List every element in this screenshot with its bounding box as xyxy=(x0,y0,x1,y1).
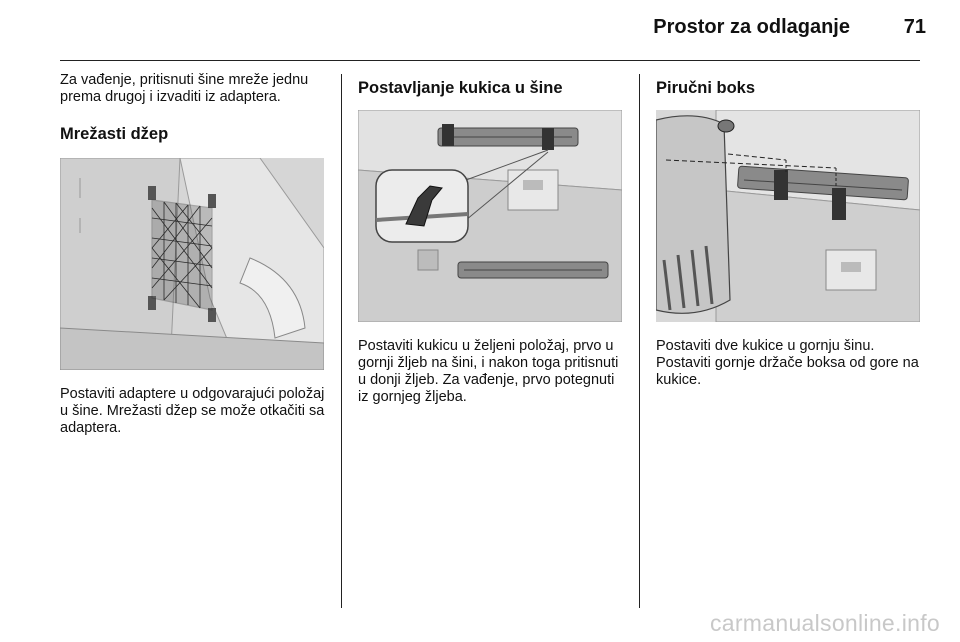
net-pocket-illustration xyxy=(60,158,324,370)
section-heading-hooks: Postavljanje kukica u šine xyxy=(358,79,563,97)
hook-rails-caption: Postaviti kukicu u željeni položaj, prvo u gornji žljeb na šini, i nakon toga pritisnuti u donji žljeb. Za vađenje, prvo potegnuti iz gornjeg žljeba. xyxy=(358,338,619,405)
watermark-text: carmanualsonline.info xyxy=(709,610,940,636)
column-hook-rails xyxy=(358,72,624,406)
storage-box-illustration xyxy=(656,110,920,322)
header-divider xyxy=(60,60,920,61)
page-header-title: Prostor za odlaganje xyxy=(653,16,850,38)
column-net-pocket xyxy=(60,72,325,437)
net-pocket-caption: Postaviti adaptere u odgovarajući položaj u šine. Mrežasti džep se može otkačiti sa adaptera. xyxy=(60,386,325,436)
hook-rail-illustration xyxy=(358,110,622,322)
column-divider xyxy=(341,74,342,608)
intro-paragraph: Za vađenje, pritisnuti šine mreže jednu prema drugoj i izvaditi iz adaptera. xyxy=(60,72,309,105)
column-storage-box xyxy=(656,72,922,389)
storage-box-caption: Postaviti dve kukice u gornju šinu. Postaviti gornje držače boksa od gore na kukice. xyxy=(656,338,919,388)
page-number: 71 xyxy=(903,16,926,38)
section-heading-net-pocket: Mrežasti džep xyxy=(60,125,169,143)
section-heading-box: Piručni boks xyxy=(656,79,756,97)
column-divider xyxy=(639,74,640,608)
